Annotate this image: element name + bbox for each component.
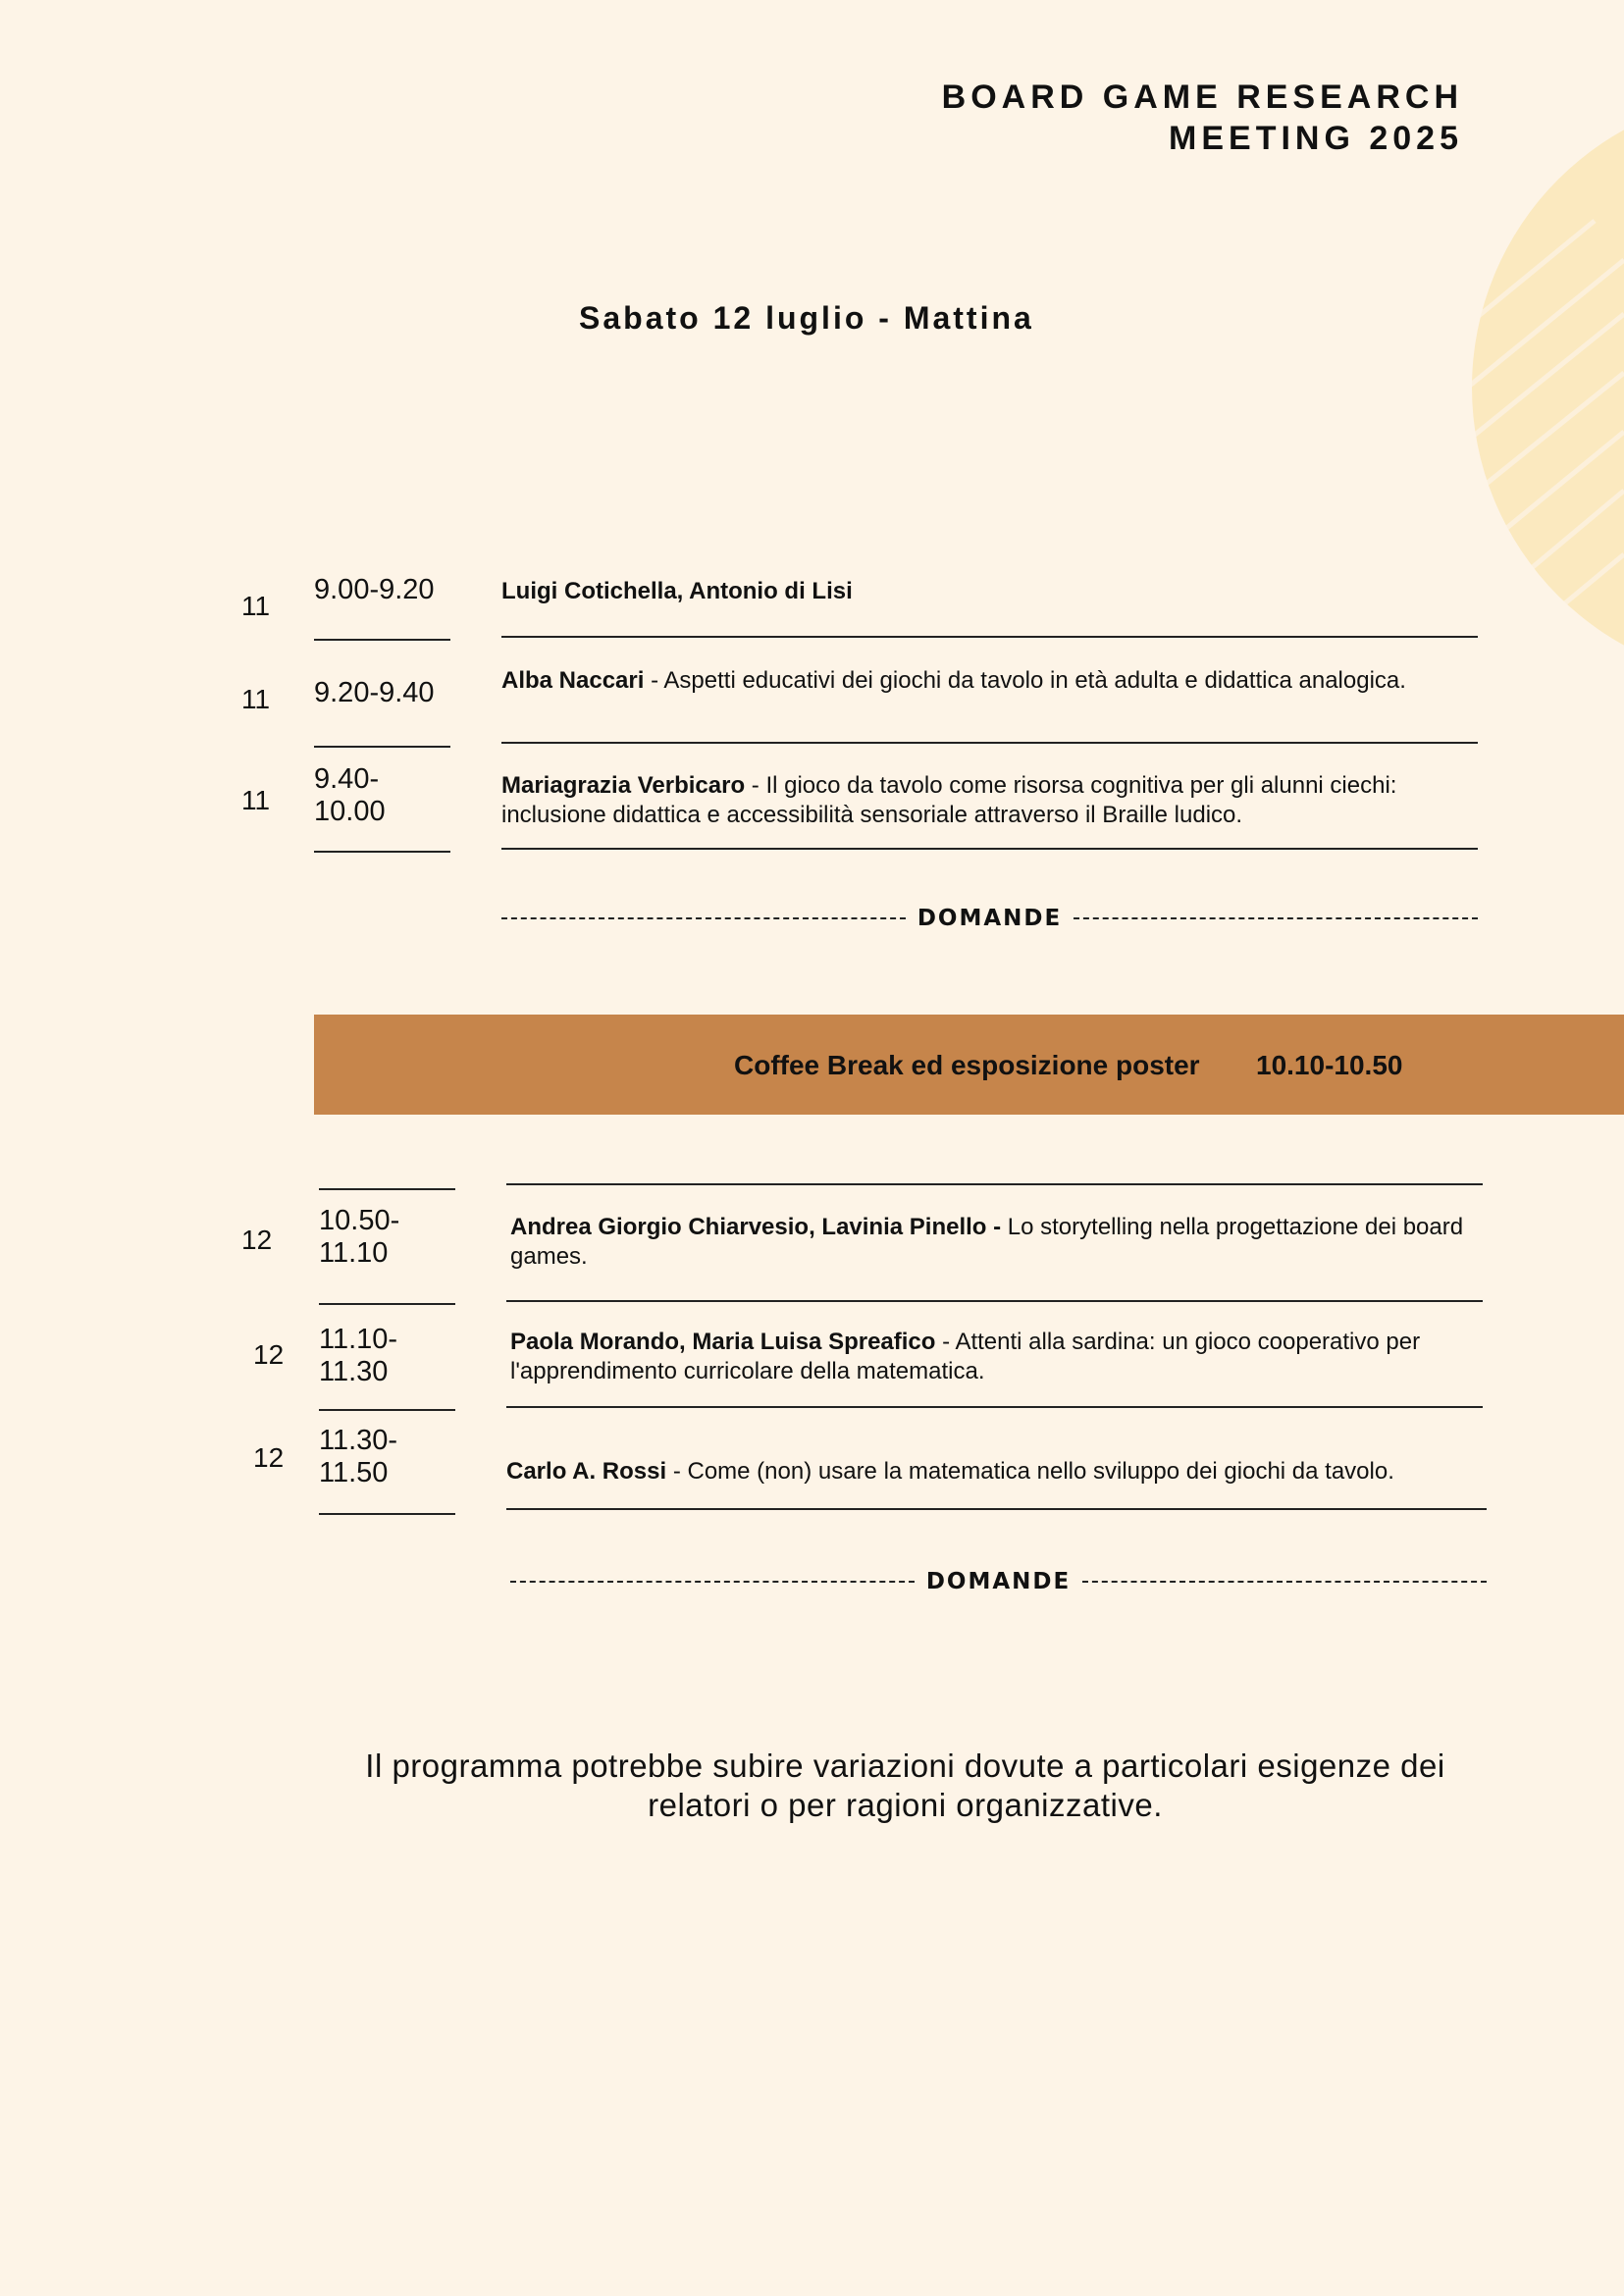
row-divider [506,1183,1483,1185]
room-number: 11 [241,684,271,714]
time-slot: 9.40- 10.00 [314,763,386,827]
questions-separator [510,1567,1487,1596]
room-number: 12 [253,1442,285,1473]
dashed-line-right [1082,1581,1487,1583]
talk-entry [510,1328,1482,1386]
questions-separator [501,904,1478,933]
talk-speakers: Mariagrazia Verbicaro [501,772,746,799]
talk-title: - Attenti alla sardina: un gioco cooperativo per l'apprendimento curricolare della matematica. [510,1329,1421,1384]
room-number: 11 [241,591,271,621]
dashed-line-right [1074,917,1478,919]
time-divider [314,639,450,641]
coffee-break-time: 10.10-10.50 [1256,1050,1403,1080]
row-divider [501,636,1478,638]
time-divider [319,1188,455,1190]
talk-speakers: Carlo A. Rossi [506,1458,667,1485]
talk-entry [506,1457,1488,1487]
coffee-break-banner [314,1015,1624,1115]
time-slot: 9.20-9.40 [314,677,435,708]
talk-title: - Aspetti educativi dei giochi da tavolo in età adulta e didattica analogica. [644,667,1406,694]
event-title-line1: BOARD GAME RESEARCH [941,78,1463,116]
time-slot: 11.10- 11.30 [319,1324,398,1387]
dashed-line-left [501,917,906,919]
time-divider [319,1513,455,1515]
talk-entry [510,1213,1482,1272]
talk-speakers: Andrea Giorgio Chiarvesio, Lavinia Pinello - [510,1214,1002,1240]
time-divider [319,1409,455,1411]
row-divider [501,742,1478,744]
talk-speakers: Paola Morando, Maria Luisa Spreafico [510,1329,936,1355]
decorative-stripes [1403,221,1624,697]
event-title-line2: MEETING 2025 [1169,120,1463,157]
decorative-circle [1472,93,1624,682]
row-divider [501,848,1478,850]
talk-title: - Il gioco da tavolo come risorsa cognitiva per gli alunni ciechi: inclusione didattica e accessibilità sensoriale attraverso il Braille ludico. [501,772,1397,828]
talk-title: Lo storytelling nella progettazione dei board games. [510,1214,1464,1270]
time-divider [319,1303,455,1305]
room-number: 12 [253,1339,285,1370]
talk-entry [501,666,1473,696]
talk-title: - Come (non) usare la matematica nello sviluppo dei giochi da tavolo. [666,1458,1394,1485]
coffee-break-label: Coffee Break ed esposizione poster [734,1050,1200,1080]
row-divider [506,1508,1487,1510]
talk-entry [501,771,1473,830]
row-divider [506,1300,1483,1302]
dashed-line-left [510,1581,915,1583]
room-number: 12 [241,1225,273,1255]
day-title: Sabato 12 luglio - Mattina [579,300,1034,336]
time-slot: 9.00-9.20 [314,574,435,605]
row-divider [506,1406,1483,1408]
event-title [942,77,1463,159]
talk-speakers: Alba Naccari [501,667,645,694]
time-slot: 11.30- 11.50 [319,1425,398,1488]
room-number: 11 [241,785,271,815]
time-divider [314,851,450,853]
time-divider [314,746,450,748]
program-disclaimer: Il programma potrebbe subire variazioni dovute a particolari esigenze dei relatori o per ragioni organizzative. [365,1748,1445,1823]
time-slot: 10.50- 11.10 [319,1205,400,1269]
questions-label: DOMANDE [917,906,1063,931]
talk-speakers: Luigi Cotichella, Antonio di Lisi [501,578,853,604]
questions-label: DOMANDE [925,1569,1072,1594]
talk-entry [501,577,1473,606]
